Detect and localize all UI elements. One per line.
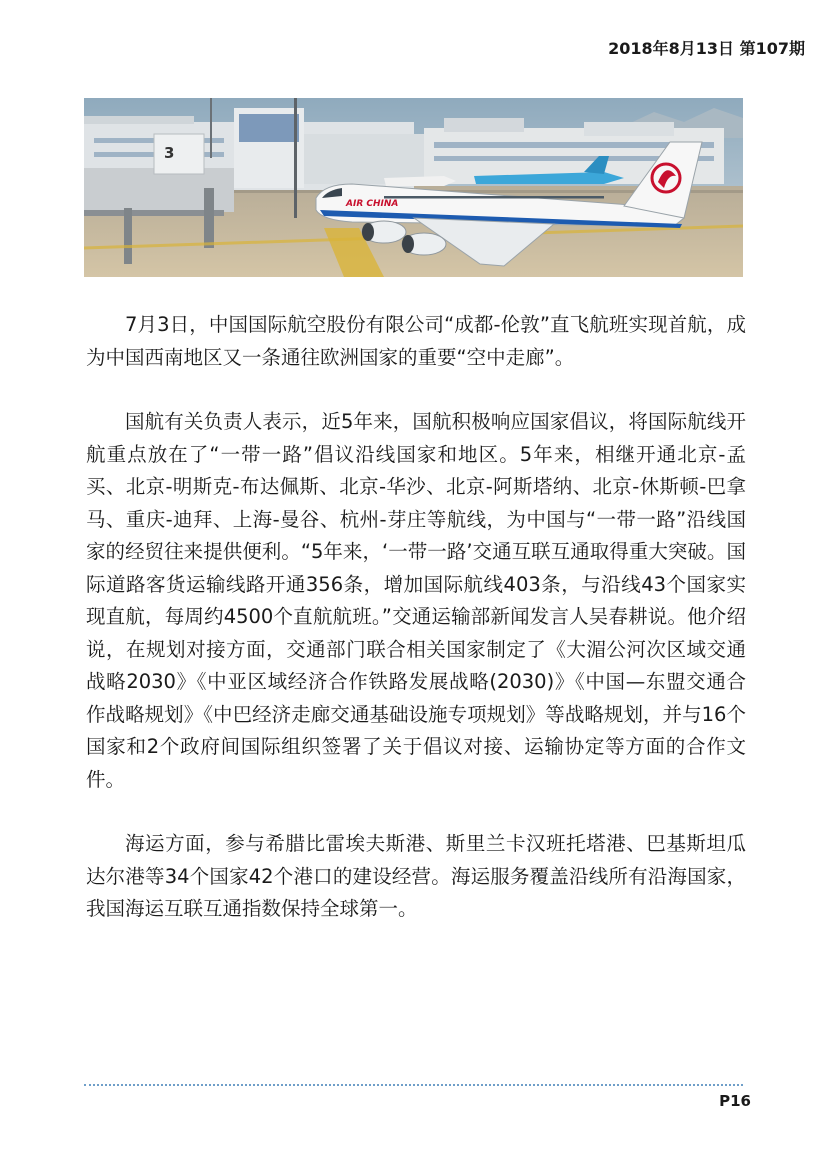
issue-date: 2018年8月13日 第107期: [608, 39, 805, 58]
hero-photo: [84, 98, 743, 277]
article-paragraph: 7月3日，中国国际航空股份有限公司“成都-伦敦”直飞航班实现首航，成为中国西南地区又一条通往欧洲国家的重要“空中走廊”。: [86, 313, 746, 369]
article-paragraph: 国航有关负责人表示，近5年来，国航积极响应国家倡议，将国际航线开航重点放在了“一带一路”倡议沿线国家和地区。5年来，相继开通北京-孟买、北京-明斯克-布达佩斯、北京-华沙、北京-阿斯塔纳、北京-休斯顿-巴拿马、重庆-迪拜、上海-曼谷、杭州-芽庄等航线，为中国与“一带一路”沿线国家的经贸往来提供便利。“5年来，‘一带一路’交通互联互通取得重大突破。国际道路客货运输线路开通356条，增加国际航线403条，与沿线43个国家实现直航，每周约4500个直航航班。”交通运输部新闻发言人吴春耕说。他介绍说，在规划对接方面，交通部门联合相关国家制定了《大湄公河次区域交通战略2030》《中亚区域经济合作铁路发展战略(2030)》《中国—东盟交通合作战略规划》《中巴经济走廊交通基础设施专项规划》等战略规划，并与16个国家和2个政府间国际组织签署了关于倡议对接、运输协定等方面的合作文件。: [86, 410, 746, 791]
footer-divider: [84, 1084, 743, 1086]
gate-number: 3: [164, 144, 175, 162]
page-number: P16: [719, 1092, 751, 1110]
fuselage-airline-name: AIR CHINA: [346, 199, 399, 209]
airport-illustration: [84, 98, 743, 277]
article-body: [86, 309, 746, 926]
article-paragraph: 海运方面，参与希腊比雷埃夫斯港、斯里兰卡汉班托塔港、巴基斯坦瓜达尔港等34个国家42个港口的建设经营。海运服务覆盖沿线所有沿海国家，我国海运互联互通指数保持全球第一。: [86, 832, 746, 920]
